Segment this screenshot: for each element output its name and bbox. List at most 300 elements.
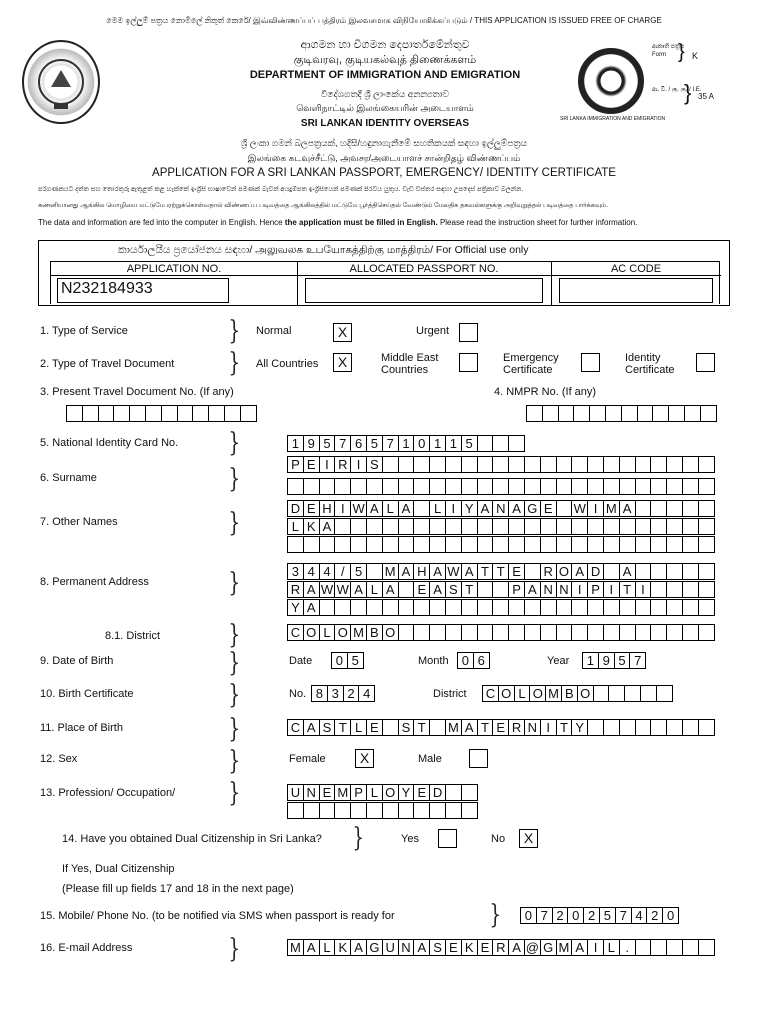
char-cell: 7 [630,652,646,669]
date-label: Date [289,655,313,667]
char-cell [651,536,667,553]
char-cell: W [572,500,588,517]
char-cell: D [288,500,304,517]
email-grid[interactable] [287,939,715,956]
char-cell [288,478,304,495]
me-line2: Countries [381,364,429,376]
dual-yes-checkbox[interactable] [438,829,457,848]
char-cell [557,536,573,553]
char-cell: R [288,581,304,598]
char-cell [622,405,638,422]
char-cell [683,500,699,517]
char-cell: Y [288,599,304,616]
char-cell: 0 [332,652,348,669]
district-label: 8.1. District [105,630,161,642]
char-cell: U [383,939,399,956]
other-names-grid-1[interactable] [287,500,715,517]
brace: } [228,428,241,458]
occupation-grid-2[interactable] [287,802,478,819]
char-cell [557,478,573,495]
form-code: K [692,51,699,61]
char-cell: P [588,581,604,598]
char-cell [525,624,541,641]
char-cell: A [478,500,494,517]
char-cell [446,456,462,473]
char-cell [594,685,610,702]
other-names-grid-2[interactable] [287,518,715,535]
char-cell [367,599,383,616]
char-cell: I [446,500,462,517]
char-cell [414,802,430,819]
char-cell [699,581,715,598]
phone-grid[interactable] [520,907,679,924]
char-cell [288,536,304,553]
char-cell [620,536,636,553]
char-cell [638,405,654,422]
char-cell: 3 [288,563,304,580]
char-cell [493,624,509,641]
char-cell: W [351,500,367,517]
char-cell [335,518,351,535]
birth-cert-district-grid[interactable] [482,685,673,702]
char-cell [430,518,446,535]
char-cell: I [335,500,351,517]
instructions-en-a: The data and information are fed into the computer in English. Hence [38,218,285,227]
nmpr-label: 4. NMPR No. (If any) [494,386,597,398]
char-cell [383,518,399,535]
char-cell: 2 [584,907,600,924]
char-cell [683,536,699,553]
address-grid-1[interactable] [287,563,715,580]
no-label: No [491,833,506,845]
char-cell [383,536,399,553]
char-cell: Y [572,719,588,736]
char-cell [651,624,667,641]
nic-label: 5. National Identity Card No. [40,437,179,449]
char-cell: E [414,784,430,801]
char-cell: A [351,581,367,598]
char-cell [399,536,415,553]
char-cell [430,719,446,736]
char-cell: T [478,563,494,580]
char-cell [667,536,683,553]
address-grid-3[interactable] [287,599,715,616]
char-cell [414,599,430,616]
char-cell: U [288,784,304,801]
char-cell: A [509,500,525,517]
char-cell [351,599,367,616]
free-of-charge-notice: මෙම ඉල්ලුම් පත්‍රය නොමිලේ නිකුත් කෙරේ/ இவ்விண்ணப்பப் பத்திரம் இலவசமாக விநியோகிக்கப்படும் / THIS APPLICATION IS ISSUED FREE OF CHARGE [106,16,662,25]
char-cell [478,435,494,452]
char-cell: N [541,581,557,598]
char-cell: Y [462,500,478,517]
char-cell: 3 [328,685,344,702]
male-checkbox[interactable] [469,749,488,768]
char-cell: 5 [367,435,383,452]
char-cell: 0 [568,907,584,924]
char-cell [509,536,525,553]
char-cell [604,478,620,495]
char-cell: S [446,581,462,598]
char-cell [557,518,573,535]
char-cell [588,478,604,495]
normal-checkbox[interactable]: X [333,323,352,342]
char-cell: M [446,719,462,736]
char-cell: A [320,518,336,535]
char-cell: T [620,581,636,598]
char-cell [462,518,478,535]
char-cell [304,802,320,819]
char-cell: 5 [320,435,336,452]
sub-tamil: வெளிநாட்டில் இலங்கையரின் அடையாளம் [296,103,474,113]
dob-day-grid[interactable] [331,652,364,669]
char-cell [699,518,715,535]
char-cell [588,719,604,736]
char-cell [525,518,541,535]
char-cell [683,719,699,736]
char-cell [209,405,225,422]
char-cell [99,405,115,422]
char-cell [541,456,557,473]
char-cell: 5 [462,435,478,452]
char-cell: I [604,581,620,598]
char-cell [288,802,304,819]
char-cell: 0 [521,907,537,924]
brace: } [228,464,241,494]
char-cell [509,518,525,535]
char-cell [114,405,130,422]
char-cell: A [304,719,320,736]
occupation-grid[interactable] [287,784,478,801]
all-countries-checkbox[interactable]: X [333,353,352,372]
passport-no-header: ALLOCATED PASSPORT NO. [349,263,499,275]
char-cell: 1 [288,435,304,452]
char-cell: 6 [474,652,490,669]
dual-citizenship-note: (Please fill up fields 17 and 18 in the next page) [62,883,294,895]
char-cell: N [493,500,509,517]
char-cell [399,599,415,616]
char-cell [446,784,462,801]
me-line1: Middle East [381,352,439,364]
char-cell [588,518,604,535]
char-cell [241,405,257,422]
identity-label [625,352,675,376]
month-label: Month [418,655,449,667]
char-cell [414,478,430,495]
char-cell [699,500,715,517]
char-cell [667,581,683,598]
char-cell: L [430,500,446,517]
brace: } [228,746,241,776]
char-cell: L [320,939,336,956]
char-cell [430,599,446,616]
ie-label: ආ. වි. / கு. கு. / I.E. [652,87,702,93]
char-cell [636,456,652,473]
char-cell: K [304,518,320,535]
char-cell [493,435,509,452]
immigration-caption: SRI LANKA IMMIGRATION AND EMIGRATION [560,116,666,122]
char-cell [525,536,541,553]
char-cell [525,563,541,580]
char-cell [620,624,636,641]
char-cell: S [367,456,383,473]
char-cell [367,563,383,580]
char-cell: A [399,500,415,517]
char-cell [430,536,446,553]
char-cell: O [499,685,515,702]
char-cell: I [320,456,336,473]
brace: } [228,316,241,346]
char-cell: P [288,456,304,473]
char-cell [588,599,604,616]
place-of-birth-grid[interactable] [287,719,715,736]
dob-year-grid[interactable] [582,652,646,669]
char-cell: H [320,500,336,517]
ie-code: 35 A [698,92,715,101]
title-sinhala: ශ්‍රී ලංකා ගමන් බලපත්‍රයක්, හදිසි/හඳුනාගැනීමේ සහතිකයක් සඳහා ඉල්ලුම්පත්‍රය [240,138,528,148]
dob-month-grid[interactable] [457,652,490,669]
char-cell [699,456,715,473]
char-cell: N [399,939,415,956]
type-of-service-label: 1. Type of Service [40,325,128,337]
ie-brace: } [684,80,692,105]
char-cell [383,719,399,736]
char-cell [493,581,509,598]
char-cell: L [604,939,620,956]
char-cell: R [493,939,509,956]
char-cell [653,405,669,422]
char-cell: E [304,500,320,517]
char-cell [493,599,509,616]
char-cell [430,624,446,641]
char-cell: A [304,939,320,956]
char-cell [430,478,446,495]
char-cell: M [335,784,351,801]
char-cell: S [430,939,446,956]
form-label [652,43,685,59]
email-label: 16. E-mail Address [40,942,133,954]
male-label: Male [418,753,442,765]
char-cell [669,405,685,422]
sub-sinhala: විදේශගතදී ශ්‍රී ලාංකේය අනන්‍යතාව [320,89,450,99]
title-tamil: இலங்கை கடவுச்சீட்டு, அவசர/அடையாளச் சான்றிதழ் விண்ணப்பம் [247,153,521,163]
normal-label: Normal [256,325,292,337]
birth-cert-no-label: No. [289,688,307,700]
char-cell: O [557,563,573,580]
brace: } [228,568,241,598]
char-cell [367,536,383,553]
char-cell: 1 [430,435,446,452]
em-line1: Emergency [503,352,559,364]
other-names-grid-3[interactable] [287,536,715,553]
female-checkbox[interactable]: X [355,749,374,768]
immigration-seal-icon [580,50,642,112]
char-cell [683,599,699,616]
char-cell [446,536,462,553]
emergency-checkbox[interactable] [581,353,600,372]
char-cell: N [557,581,573,598]
char-cell [701,405,717,422]
char-cell [178,405,194,422]
char-cell [604,624,620,641]
char-cell [493,536,509,553]
char-cell [414,500,430,517]
urgent-checkbox[interactable] [459,323,478,342]
dual-no-checkbox[interactable]: X [519,829,538,848]
nic-grid[interactable] [287,435,525,452]
char-cell [399,581,415,598]
instructions-english [38,218,730,227]
char-cell: 1 [399,435,415,452]
brace: } [228,648,241,678]
char-cell: E [446,939,462,956]
char-cell [320,478,336,495]
char-cell [162,405,178,422]
char-cell [509,624,525,641]
surname-grid[interactable] [287,456,715,473]
char-cell [636,478,652,495]
char-cell: A [572,563,588,580]
char-cell [493,478,509,495]
char-cell: A [304,599,320,616]
identity-checkbox[interactable] [696,353,715,372]
char-cell [351,802,367,819]
brace: } [228,680,241,710]
char-cell: 7 [616,907,632,924]
dept-name-sinhala: ආගමන හා විගමන දෙපාර්තමේන්තුව [300,39,470,51]
instructions-en-c: Please read the instruction sheet for further information. [437,218,638,227]
char-cell [541,478,557,495]
char-cell [399,802,415,819]
char-cell [462,784,478,801]
char-cell [699,624,715,641]
char-cell [383,478,399,495]
char-cell: A [367,500,383,517]
char-cell [541,518,557,535]
char-cell: L [383,500,399,517]
char-cell: O [304,624,320,641]
char-cell [572,536,588,553]
char-cell [636,599,652,616]
official-use-title: කාර්යාලයීය ප්‍රයෝජනය සඳහා/ அலுவலக உபயோகத்திற்கு மாத்திரம்/ For Official use only [118,244,529,256]
char-cell [683,624,699,641]
char-cell: O [578,685,594,702]
char-cell [446,599,462,616]
instructions-en-b: the application must be filled in English. [284,218,438,227]
em-line2: Certificate [503,364,553,376]
address-grid-2[interactable] [287,581,715,598]
char-cell: 7 [335,435,351,452]
char-cell: T [414,719,430,736]
brace: } [228,508,241,538]
dual-citizenship-ifyes: If Yes, Dual Citizenship [62,863,175,875]
travel-doc-grid[interactable] [66,405,257,422]
urgent-label: Urgent [416,325,450,337]
char-cell: S [320,719,336,736]
char-cell [651,599,667,616]
char-cell [699,939,715,956]
char-cell [604,518,620,535]
char-cell: C [288,719,304,736]
char-cell: R [509,719,525,736]
char-cell [683,581,699,598]
char-cell: A [383,581,399,598]
char-cell [651,563,667,580]
char-cell [478,624,494,641]
char-cell: S [399,719,415,736]
char-cell: W [446,563,462,580]
brace: } [228,620,241,650]
middle-east-checkbox[interactable] [459,353,478,372]
char-cell [572,456,588,473]
char-cell [651,719,667,736]
brace: } [489,900,502,930]
char-cell: E [509,563,525,580]
char-cell [399,478,415,495]
char-cell [620,719,636,736]
brace: } [228,348,241,378]
char-cell [572,518,588,535]
char-cell: A [414,939,430,956]
sri-lanka-emblem [22,40,100,124]
char-cell: O [383,624,399,641]
char-cell [414,536,430,553]
district-grid[interactable] [287,624,715,641]
char-cell: L [367,784,383,801]
char-cell: D [430,784,446,801]
char-cell: . [620,939,636,956]
ac-code-header: AC CODE [610,263,662,275]
char-cell [446,478,462,495]
char-cell: C [483,685,499,702]
char-cell: 4 [632,907,648,924]
char-cell: A [430,581,446,598]
brace: } [228,778,241,808]
char-cell: O [335,624,351,641]
char-cell: A [399,563,415,580]
char-cell [620,518,636,535]
char-cell [667,456,683,473]
char-cell [478,536,494,553]
char-cell: C [288,624,304,641]
dual-citizenship-label: 14. Have you obtained Dual Citizenship in Sri Lanka? [62,833,322,845]
char-cell: 7 [537,907,553,924]
char-cell: / [335,563,351,580]
char-cell [335,802,351,819]
char-cell [636,624,652,641]
birth-cert-no-grid[interactable] [311,685,375,702]
char-cell: E [493,719,509,736]
surname-grid-2[interactable] [287,478,715,495]
nmpr-grid[interactable] [526,405,717,422]
char-cell: T [478,719,494,736]
id-line2: Certificate [625,364,675,376]
char-cell: E [304,456,320,473]
char-cell: 2 [553,907,569,924]
immigration-emblem [578,48,644,114]
char-cell [462,802,478,819]
char-cell [609,685,625,702]
occupation-label: 13. Profession/ Occupation/ [40,787,176,799]
emergency-label [503,352,559,376]
char-cell [478,478,494,495]
char-cell [462,624,478,641]
char-cell: M [383,563,399,580]
char-cell [699,563,715,580]
char-cell [367,802,383,819]
char-cell [572,478,588,495]
char-cell [493,518,509,535]
